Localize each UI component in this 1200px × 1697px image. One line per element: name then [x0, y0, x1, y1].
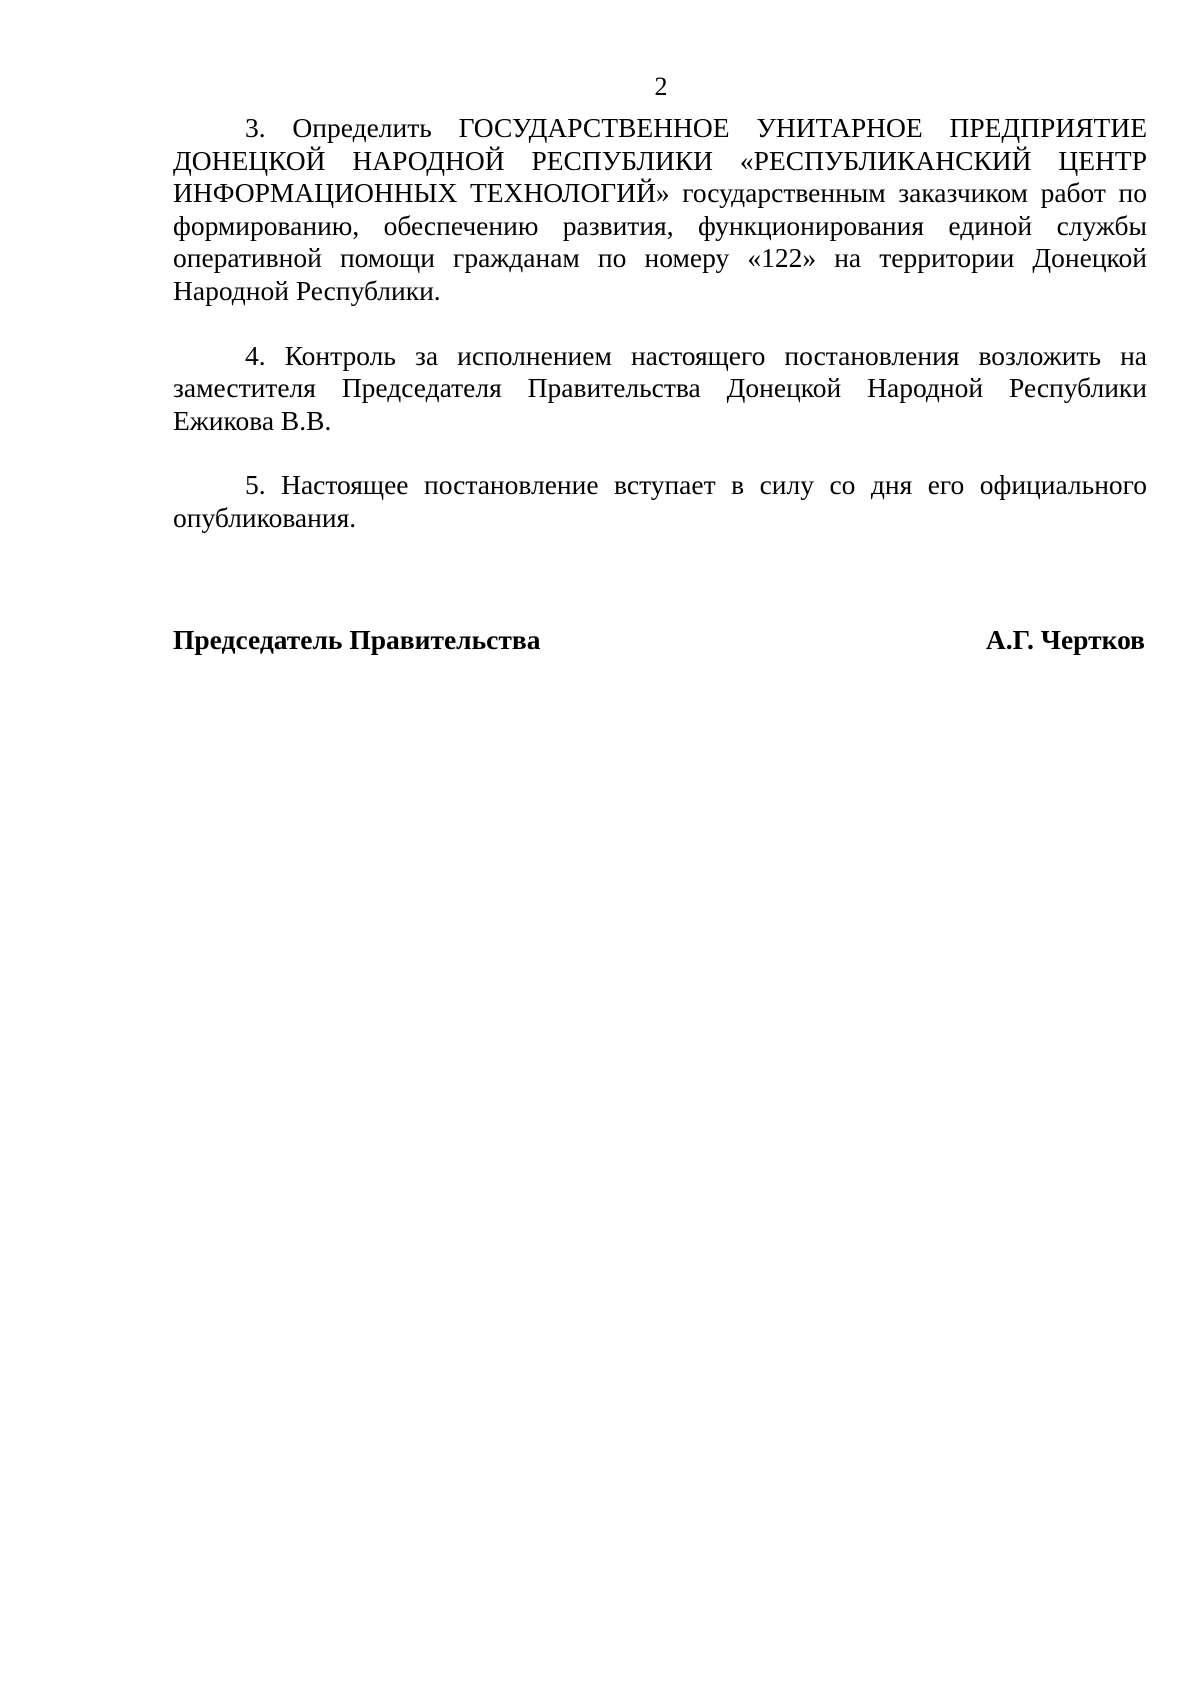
- signatory-name: А.Г. Чертков: [985, 624, 1145, 655]
- paragraph-4: 4. Контроль за исполнением настоящего постановления возложить на заместителя Председателя Правительства Донецкой Народной Республики Ежикова В.В.: [173, 339, 1147, 436]
- page-number: 2: [654, 72, 668, 101]
- paragraph-3: 3. Определить ГОСУДАРСТВЕННОЕ УНИТАРНОЕ ПРЕДПРИЯТИЕ ДОНЕЦКОЙ НАРОДНОЙ РЕСПУБЛИКИ «РЕСПУБЛИКАНСКИЙ ЦЕНТР ИНФОРМАЦИОННЫХ ТЕХНОЛОГИЙ» государственным заказчиком работ по формированию, обеспечению развития, функционирования единой службы оперативной помощи гражданам по номеру «122» на территории Донецкой Народной Республики.: [173, 112, 1147, 306]
- paragraph-5: 5. Настоящее постановление вступает в силу со дня его официального опубликования.: [173, 469, 1147, 533]
- signatory-position: Председатель Правительства: [173, 624, 541, 655]
- signature-block: [173, 624, 1145, 656]
- document-body: [173, 112, 1147, 535]
